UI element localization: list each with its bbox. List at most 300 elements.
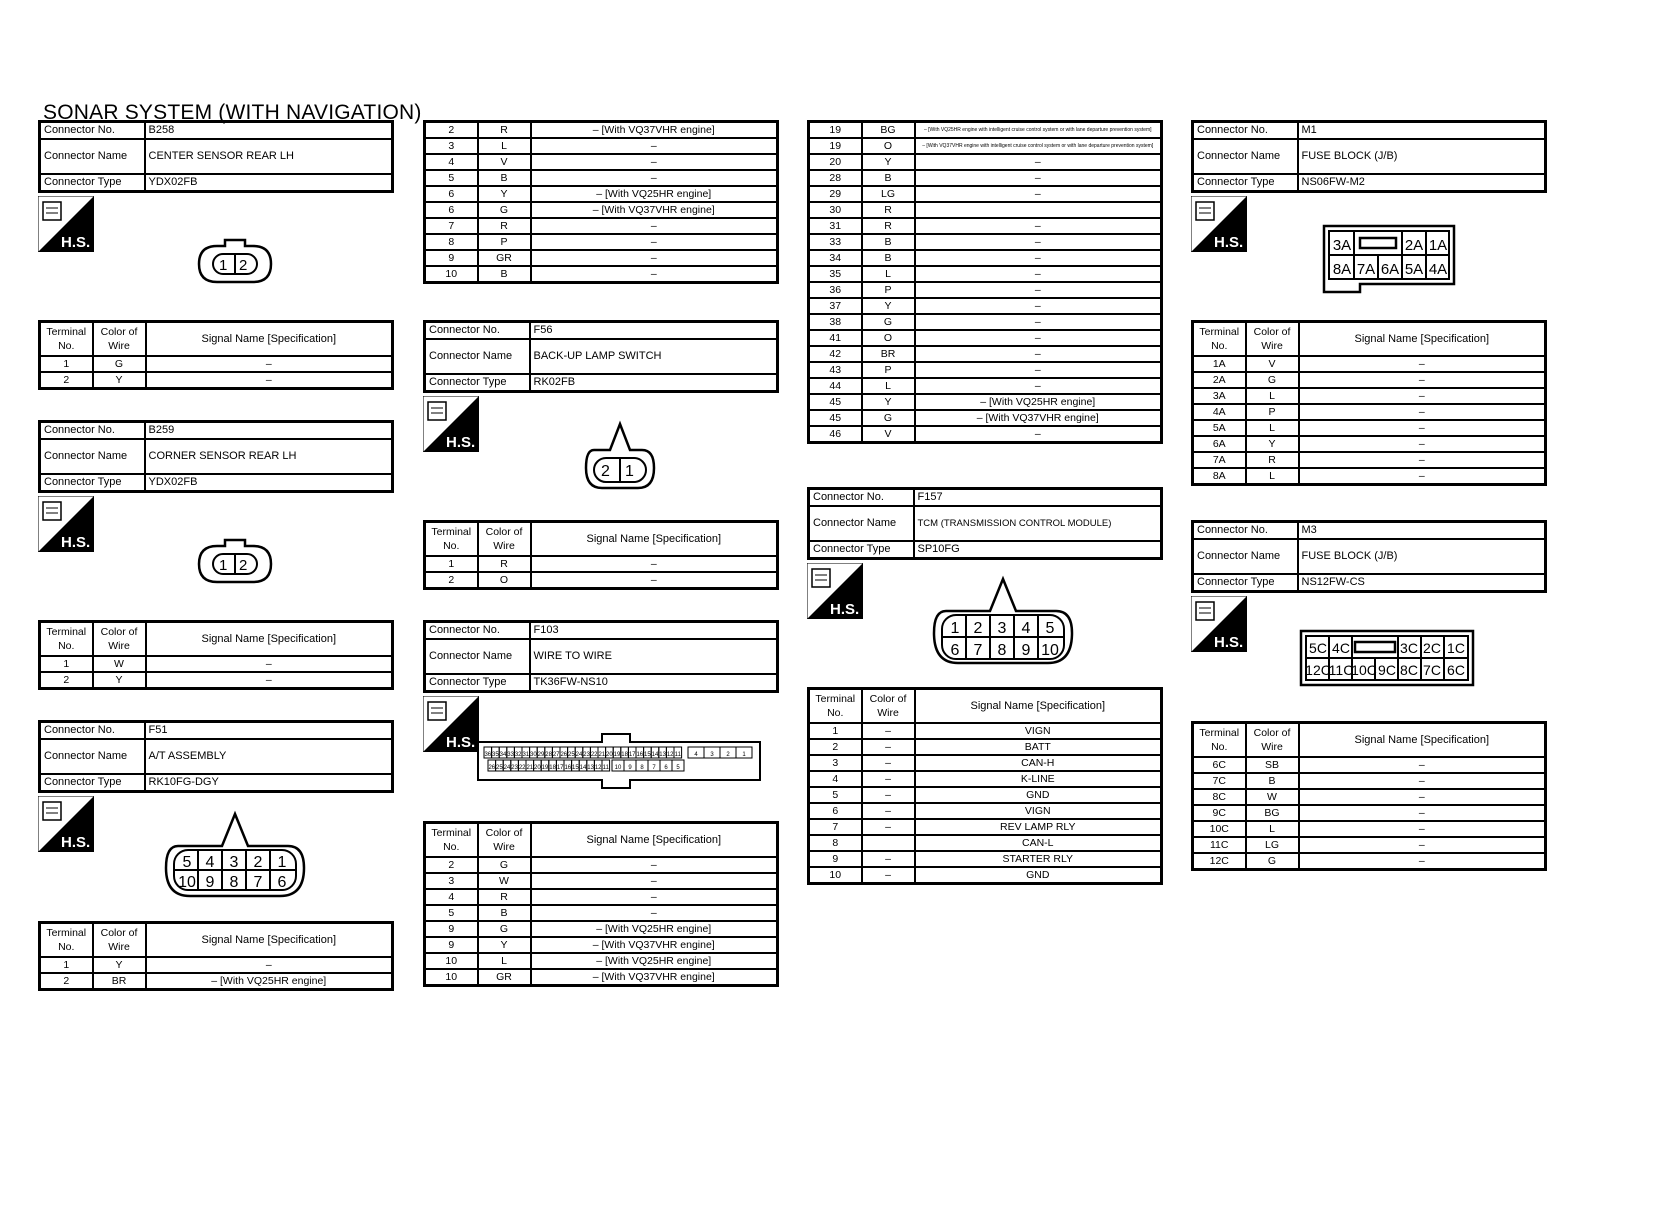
wire-color: L	[1246, 388, 1299, 404]
table-row	[1193, 853, 1546, 870]
terminal-no: 6A	[1193, 436, 1246, 452]
terminal-no: 5A	[1193, 420, 1246, 436]
wire-color: R	[862, 202, 915, 218]
terminal-no: 28	[809, 170, 862, 186]
signal-name: –	[531, 250, 778, 266]
signal-name: – [With VQ37VHR engine]	[915, 410, 1162, 426]
pin-label: 22	[590, 752, 598, 758]
table-row	[809, 755, 1162, 771]
harness-side-icon	[38, 496, 94, 552]
harness-side-icon	[423, 396, 479, 452]
pin-label: 36	[484, 752, 492, 758]
terminal-no: 36	[809, 282, 862, 298]
terminal-no: 7	[425, 218, 478, 234]
pin-label: 6	[664, 765, 668, 771]
pin-label: 5A	[1404, 261, 1424, 278]
wire-color: BG	[862, 122, 915, 139]
signal-name: –	[531, 138, 778, 154]
pin-label: 5C	[1309, 640, 1327, 656]
pin-label: 31	[522, 752, 530, 758]
table-row	[809, 739, 1162, 755]
terminal-no: 4	[425, 154, 478, 170]
terminal-no: 7	[809, 819, 862, 835]
connector-b259-header: Connector No. B259 Connector Name CORNER SENSOR REAR LH Connector Type YDX02FB	[38, 420, 394, 493]
signal-name: –	[915, 266, 1162, 282]
signal-name: –	[531, 905, 778, 921]
harness-side-icon	[1191, 596, 1247, 652]
pin-label: 13	[659, 752, 666, 758]
signal-name: VIGN	[915, 803, 1162, 819]
pin-label: 1	[625, 463, 634, 480]
table-row	[425, 234, 778, 250]
harness-side-icon	[807, 563, 863, 619]
pin-label: 25	[568, 752, 575, 758]
signal-name: – [With VQ25HR engine]	[531, 186, 778, 202]
signal-name: –	[1299, 805, 1546, 821]
pin-label: 12C	[1305, 662, 1331, 678]
terminal-no: 2	[425, 857, 478, 873]
terminal-no: 1A	[1193, 356, 1246, 372]
connector-type: YDX02FB	[145, 474, 393, 492]
connector-b259-terminal-table: Terminal No. Color of Wire Signal Name [Specification] 1 W – 2 Y –	[38, 620, 394, 690]
pin-label: 2	[239, 557, 248, 574]
terminal-no: 46	[809, 426, 862, 443]
signal-name: –	[915, 234, 1162, 250]
pin-label: 3A	[1332, 237, 1352, 254]
table-row	[1193, 436, 1546, 452]
terminal-no: 9	[425, 250, 478, 266]
connector-m1-face	[1320, 222, 1460, 294]
wire-color: V	[862, 426, 915, 443]
connector-type: YDX02FB	[145, 174, 393, 192]
terminal-no: 30	[809, 202, 862, 218]
pin-label: 34	[499, 752, 507, 758]
connector-no: M3	[1298, 522, 1546, 540]
wire-color: G	[478, 202, 531, 218]
wire-color	[862, 835, 915, 851]
signal-name: –	[915, 426, 1162, 443]
connector-no: B258	[145, 122, 393, 140]
terminal-no: 44	[809, 378, 862, 394]
pin-label: 2	[601, 463, 610, 480]
terminal-no: 8	[809, 835, 862, 851]
pin-label: 19	[613, 752, 621, 758]
connector-f103-face	[474, 732, 764, 790]
signal-name: –	[915, 186, 1162, 202]
connector-type: SP10FG	[914, 541, 1162, 559]
hs-label: H.S.	[61, 234, 91, 251]
connector-name: FUSE BLOCK (J/B)	[1298, 539, 1546, 574]
connector-type: TK36FW-NS10	[530, 674, 778, 692]
connector-f103-header: Connector No. F103 Connector Name WIRE TO WIRE Connector Type TK36FW-NS10	[423, 620, 779, 693]
pin-label: 24	[575, 752, 583, 758]
harness-side-icon	[423, 696, 479, 752]
signal-name: –	[1299, 436, 1546, 452]
table-row	[425, 905, 778, 921]
col-header: Terminal No.	[40, 322, 93, 357]
connector-m3-terminal-table: Terminal No. Color of Wire Signal Name [Specification] 6C SB – 7C B – 8C W – 9C BG – 10C L – 11C LG – 12C G –	[1191, 721, 1547, 871]
table-row	[809, 154, 1162, 170]
table-row	[1193, 468, 1546, 485]
pin-label: 28	[545, 752, 552, 758]
pin-label: 9	[628, 765, 632, 771]
signal-name: –	[531, 154, 778, 170]
pin-label: 17	[628, 752, 636, 758]
signal-name: –	[915, 346, 1162, 362]
pin-label: 4	[694, 752, 698, 758]
pin-label: 15	[572, 765, 579, 771]
connector-no: F51	[145, 722, 393, 740]
signal-name: –	[915, 154, 1162, 170]
wire-color: –	[862, 819, 915, 835]
table-row	[809, 186, 1162, 202]
pin-label: 26	[560, 752, 568, 758]
signal-name: –	[1299, 853, 1546, 870]
terminal-no: 10C	[1193, 821, 1246, 837]
terminal-no: 6	[425, 186, 478, 202]
wire-color: Y	[478, 937, 531, 953]
table-row	[1193, 372, 1546, 388]
pin-label: 21	[598, 752, 606, 758]
table-row	[425, 969, 778, 986]
pin-label: 8	[640, 765, 644, 771]
table-row	[425, 138, 778, 154]
pin-label: 7C	[1423, 662, 1441, 678]
connector-name: BACK-UP LAMP SWITCH	[530, 339, 778, 374]
table-row	[1193, 805, 1546, 821]
wire-color: –	[862, 803, 915, 819]
connector-name: CORNER SENSOR REAR LH	[145, 439, 393, 474]
signal-name: –	[915, 330, 1162, 346]
signal-name: – [With VQ37VHR engine with intelligent cruise control system or with lane departure prevention system]	[915, 138, 1162, 154]
table-row	[425, 154, 778, 170]
wire-color: B	[478, 266, 531, 283]
wire-color: GR	[478, 250, 531, 266]
connector-no: F157	[914, 489, 1162, 507]
terminal-no: 10	[425, 953, 478, 969]
connector-type: NS06FW-M2	[1298, 174, 1546, 192]
pin-label: 8	[229, 874, 239, 891]
wire-color: R	[478, 122, 531, 139]
pin-label: 4A	[1428, 261, 1448, 278]
pin-label: 32	[514, 752, 522, 758]
table-row	[425, 186, 778, 202]
signal-name: –	[1299, 420, 1546, 436]
wire-color: SB	[1246, 757, 1299, 773]
connector-b258-header	[38, 120, 394, 193]
pin-label: 2C	[1423, 640, 1441, 656]
table-row	[1193, 789, 1546, 805]
terminal-no: 29	[809, 186, 862, 202]
pin-label: 15	[644, 752, 651, 758]
pin-label: 9	[205, 874, 215, 891]
pin-label: 1	[219, 557, 228, 574]
connector-name: WIRE TO WIRE	[530, 639, 778, 674]
terminal-no: 4A	[1193, 404, 1246, 420]
wire-color: B	[478, 905, 531, 921]
table-row	[809, 378, 1162, 394]
pin-label: 5	[1045, 620, 1055, 637]
table-row	[809, 330, 1162, 346]
svg-text:H.S.: H.S.	[61, 834, 91, 851]
pin-label: 12	[666, 752, 674, 758]
wire-color: P	[1246, 404, 1299, 420]
table-row	[425, 937, 778, 953]
connector-f103-terminal-table-continued	[807, 120, 1163, 444]
terminal-no: 8A	[1193, 468, 1246, 485]
signal-name: –	[1299, 468, 1546, 485]
pin-label: 6	[277, 874, 287, 891]
table-row	[809, 426, 1162, 443]
terminal-no: 3	[425, 138, 478, 154]
pin-label: 6C	[1447, 662, 1465, 678]
pin-label: 20	[606, 752, 613, 758]
terminal-no: 19	[809, 122, 862, 139]
wire-color: B	[862, 170, 915, 186]
terminal-no: 3	[425, 873, 478, 889]
terminal-no: 6	[425, 202, 478, 218]
connector-name: A/T ASSEMBLY	[145, 739, 393, 774]
connector-no: F56	[530, 322, 778, 340]
wire-color: L	[478, 138, 531, 154]
connector-f51-terminal-table-continued	[423, 120, 779, 284]
wire-color: P	[862, 282, 915, 298]
wire-color: O	[862, 330, 915, 346]
pin-label: 33	[507, 752, 514, 758]
terminal-no: 37	[809, 298, 862, 314]
signal-name: CAN-H	[915, 755, 1162, 771]
pin-label: 4	[205, 854, 215, 871]
svg-text:H.S.: H.S.	[61, 534, 91, 551]
harness-side-icon	[38, 796, 94, 852]
table-row	[425, 170, 778, 186]
pin-label: 3	[997, 620, 1007, 637]
pin-label: 10	[614, 765, 622, 771]
table-row	[1193, 420, 1546, 436]
pin-label: 29	[537, 752, 545, 758]
pin-label: 2	[973, 620, 983, 637]
connector-f103-terminal-table: Terminal No. Color of Wire Signal Name [Specification] 2 G – 3 W – 4 R – 5 B – 9 G – [With VQ25HR engine] 9 Y – [With VQ37VHR engine] 10 L – [With VQ25HR engine] 10 GR – [With VQ37VHR engine]	[423, 821, 779, 987]
table-row: 1 R –	[425, 556, 778, 572]
wire-color: Y	[862, 154, 915, 170]
table-row	[1193, 388, 1546, 404]
table-row	[425, 953, 778, 969]
pin-label: 2	[253, 854, 263, 871]
table-row	[809, 787, 1162, 803]
wire-color: L	[862, 378, 915, 394]
pin-label: 18	[549, 765, 556, 771]
signal-name: –	[531, 889, 778, 905]
connector-m1-terminal-table: Terminal No. Color of Wire Signal Name [Specification] 1A V – 2A G – 3A L – 4A P – 5A L – 6A Y – 7A R – 8A L –	[1191, 320, 1547, 486]
wire-color: G	[478, 857, 531, 873]
terminal-no: 9	[425, 921, 478, 937]
pin-label: 7	[652, 765, 656, 771]
terminal-no: 6	[809, 803, 862, 819]
harness-side-icon	[1191, 196, 1247, 252]
connector-f157-terminal-table: Terminal No. Color of Wire Signal Name [Specification] 1 – VIGN 2 – BATT 3 – CAN-H 4 – K-LINE 5 – GND 6 – VIGN 7 – REV LAMP RLY 8 CAN-L 9 – STARTER RLY 10 – GND	[807, 687, 1163, 885]
wire-color: O	[862, 138, 915, 154]
terminal-no: 45	[809, 394, 862, 410]
wire-color: V	[1246, 356, 1299, 372]
signal-name: –	[915, 282, 1162, 298]
terminal-no: 7A	[1193, 452, 1246, 468]
pin-label: 8A	[1332, 261, 1352, 278]
wire-color: –	[862, 787, 915, 803]
signal-name: –	[1299, 773, 1546, 789]
signal-name: –	[1299, 837, 1546, 853]
table-row	[809, 138, 1162, 154]
connector-name: CENTER SENSOR REAR LH	[145, 139, 393, 174]
terminal-no: 4	[425, 889, 478, 905]
pin-label: 2	[239, 257, 248, 274]
terminal-no: 35	[809, 266, 862, 282]
pin-label: 25	[496, 765, 503, 771]
wire-color: R	[478, 218, 531, 234]
col-header: Signal Name [Specification]	[146, 322, 393, 357]
page-title: SONAR SYSTEM (WITH NAVIGATION)	[43, 101, 422, 124]
wire-color: V	[478, 154, 531, 170]
pin-label: 11C	[1328, 662, 1354, 678]
connector-no: M1	[1298, 122, 1546, 140]
terminal-no: 7C	[1193, 773, 1246, 789]
terminal-no: 2	[425, 122, 478, 139]
table-row	[425, 202, 778, 218]
pin-label: 6A	[1380, 261, 1400, 278]
pin-label: 27	[552, 752, 560, 758]
pin-label: 9	[1021, 642, 1031, 659]
table-row	[1193, 821, 1546, 837]
pin-label: 2	[726, 752, 730, 758]
signal-name: –	[1299, 452, 1546, 468]
signal-name: –	[1299, 372, 1546, 388]
terminal-no: 10	[425, 969, 478, 986]
table-row	[425, 889, 778, 905]
pin-label: 5	[676, 765, 680, 771]
signal-name: – [With VQ37VHR engine]	[531, 969, 778, 986]
table-row	[1193, 404, 1546, 420]
table-row	[425, 250, 778, 266]
connector-name: TCM (TRANSMISSION CONTROL MODULE)	[914, 506, 1162, 541]
pin-label: 1	[742, 752, 746, 758]
connector-f51-face	[160, 810, 310, 900]
pin-label: 26	[488, 765, 496, 771]
terminal-no: 34	[809, 250, 862, 266]
table-row: 2 O –	[425, 572, 778, 589]
terminal-no: 38	[809, 314, 862, 330]
pin-label: 1	[950, 620, 960, 637]
terminal-no: 1	[809, 723, 862, 739]
pin-label: 23	[511, 765, 518, 771]
table-row: 1 G –	[40, 356, 393, 372]
terminal-no: 45	[809, 410, 862, 426]
connector-f157-face	[928, 575, 1078, 667]
pin-label: 10C	[1351, 662, 1377, 678]
col-header: Color of Wire	[93, 322, 146, 357]
terminal-no: 33	[809, 234, 862, 250]
svg-text:H.S.: H.S.	[446, 434, 476, 451]
wire-color: –	[862, 723, 915, 739]
pin-label: 3C	[1400, 640, 1418, 656]
signal-name: –	[531, 218, 778, 234]
terminal-no: 19	[809, 138, 862, 154]
terminal-no: 42	[809, 346, 862, 362]
signal-name: VIGN	[915, 723, 1162, 739]
table-row	[1193, 757, 1546, 773]
connector-type: RK10FG-DGY	[145, 774, 393, 792]
signal-name	[915, 202, 1162, 218]
terminal-no: 2A	[1193, 372, 1246, 388]
table-row	[809, 234, 1162, 250]
signal-name: – [With VQ37VHR engine]	[531, 202, 778, 218]
wire-color: –	[862, 755, 915, 771]
connector-name: FUSE BLOCK (J/B)	[1298, 139, 1546, 174]
signal-name: – [With VQ25HR engine]	[915, 394, 1162, 410]
connector-type: NS12FW-CS	[1298, 574, 1546, 592]
connector-m3-header: Connector No. M3 Connector Name FUSE BLOCK (J/B) Connector Type NS12FW-CS	[1191, 520, 1547, 593]
terminal-no: 5	[425, 170, 478, 186]
signal-name: –	[1299, 821, 1546, 837]
wire-color: BG	[1246, 805, 1299, 821]
pin-label: 10	[1041, 642, 1059, 659]
table-row	[425, 122, 778, 139]
table-row	[809, 819, 1162, 835]
terminal-no: 10	[425, 266, 478, 283]
pin-label: 5	[182, 854, 192, 871]
table-row	[809, 410, 1162, 426]
wire-color: L	[1246, 821, 1299, 837]
svg-text:H.S.: H.S.	[830, 601, 860, 618]
table-row	[809, 851, 1162, 867]
signal-name: GND	[915, 787, 1162, 803]
wire-color: L	[1246, 420, 1299, 436]
pin-label: 14	[651, 752, 659, 758]
signal-name: –	[531, 170, 778, 186]
signal-name: –	[1299, 388, 1546, 404]
terminal-no: 8C	[1193, 789, 1246, 805]
connector-type: RK02FB	[530, 374, 778, 392]
signal-name: –	[915, 250, 1162, 266]
wire-color: G	[862, 314, 915, 330]
table-row: 2 BR – [With VQ25HR engine]	[40, 973, 393, 990]
pin-label: 13	[587, 765, 594, 771]
table-row	[809, 362, 1162, 378]
connector-no: B259	[145, 422, 393, 440]
signal-name: –	[1299, 789, 1546, 805]
pin-label: 7	[253, 874, 263, 891]
table-row	[425, 266, 778, 283]
pin-label: 2A	[1404, 237, 1424, 254]
signal-name: REV LAMP RLY	[915, 819, 1162, 835]
pin-label: 10	[178, 874, 196, 891]
label: Connector Name	[40, 139, 145, 174]
terminal-no: 6C	[1193, 757, 1246, 773]
wire-color: –	[862, 771, 915, 787]
terminal-no: 3	[809, 755, 862, 771]
signal-name: –	[531, 266, 778, 283]
table-row: 2 Y –	[40, 372, 393, 389]
signal-name: –	[1299, 757, 1546, 773]
pin-label: 21	[526, 765, 534, 771]
svg-text:H.S.: H.S.	[1214, 634, 1244, 651]
pin-label: 8	[997, 642, 1007, 659]
wire-color: L	[478, 953, 531, 969]
terminal-no: 11C	[1193, 837, 1246, 853]
pin-label: 22	[518, 765, 526, 771]
terminal-no: 41	[809, 330, 862, 346]
connector-b258-face	[195, 238, 275, 286]
terminal-no: 9	[809, 851, 862, 867]
wire-color: Y	[862, 394, 915, 410]
